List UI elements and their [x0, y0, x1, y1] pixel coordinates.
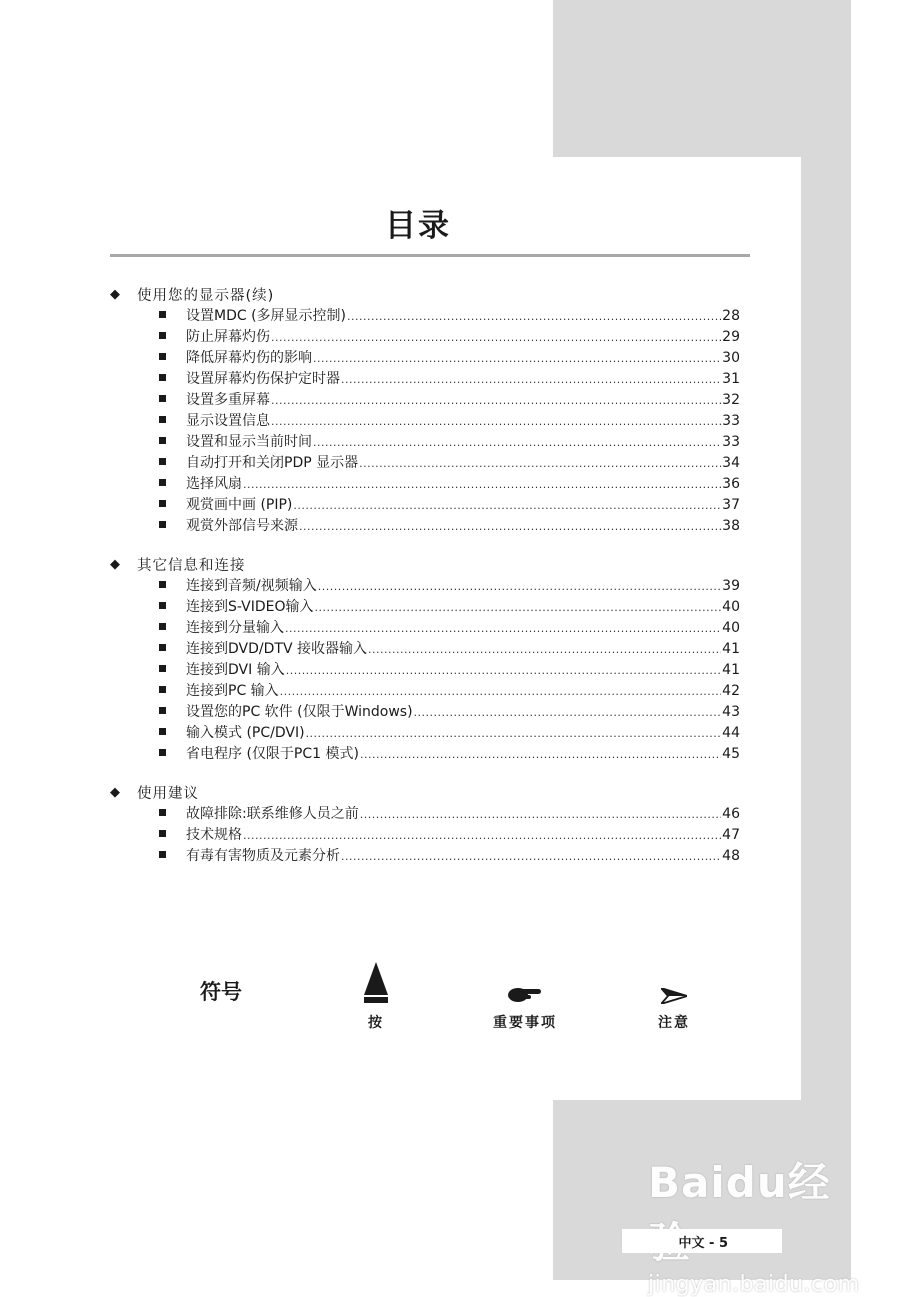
toc-entry[interactable] — [110, 824, 740, 845]
press-triangle-icon — [350, 962, 402, 1004]
page-title: 目录 — [385, 208, 451, 244]
square-bullet-icon — [159, 581, 166, 588]
toc-entry-label: 连接到PC 输入 — [186, 683, 279, 699]
square-bullet-icon — [159, 809, 166, 816]
toc-entry-page: 44 — [722, 725, 740, 741]
toc-entry-page: 41 — [722, 641, 740, 657]
dot-leader — [368, 643, 721, 656]
square-bullet-icon — [159, 602, 166, 609]
toc-entry-label: 连接到DVI 输入 — [186, 662, 285, 678]
toc-section-heading — [110, 781, 740, 803]
toc-entry-page: 34 — [722, 455, 740, 471]
diamond-bullet-icon: ◆ — [110, 556, 121, 572]
toc-section — [110, 553, 740, 764]
toc-entry-label: 故障排除:联系维修人员之前 — [186, 806, 359, 822]
dot-leader — [341, 850, 721, 863]
toc-entry-label: 设置您的PC 软件 (仅限于Windows) — [186, 704, 413, 720]
toc-entry-label: 省电程序 (仅限于PC1 模式) — [186, 746, 359, 762]
toc-entry-page: 40 — [722, 620, 740, 636]
toc-entry-label: 技术规格 — [186, 827, 242, 843]
square-bullet-icon — [159, 851, 166, 858]
symbol-important-caption: 重要事项 — [493, 1015, 557, 1031]
dot-leader — [271, 394, 721, 407]
toc-entry-page: 48 — [722, 848, 740, 864]
toc-entry-page: 29 — [722, 329, 740, 345]
toc-entry-label: 防止屏幕灼伤 — [186, 329, 270, 345]
square-bullet-icon — [159, 623, 166, 630]
toc-entry-page: 33 — [722, 413, 740, 429]
toc-entry-label: 输入模式 (PC/DVI) — [186, 725, 305, 741]
toc-entry-label: 有毒有害物质及元素分析 — [186, 848, 340, 864]
toc-entry[interactable] — [110, 638, 740, 659]
symbol-press — [350, 962, 402, 1032]
toc-entry-page: 28 — [722, 308, 740, 324]
toc-entry[interactable] — [110, 515, 740, 536]
square-bullet-icon — [159, 707, 166, 714]
toc-entry-page: 30 — [722, 350, 740, 366]
pointing-hand-icon — [485, 962, 565, 1004]
toc-entry-page: 46 — [722, 806, 740, 822]
toc-section-heading — [110, 553, 740, 575]
dot-leader — [347, 310, 721, 323]
toc-section-title: 其它信息和连接 — [137, 557, 246, 574]
dot-leader — [359, 457, 721, 470]
toc-entry-page: 39 — [722, 578, 740, 594]
toc-entry-label: 设置多重屏幕 — [186, 392, 270, 408]
diamond-bullet-icon: ◆ — [110, 784, 121, 800]
square-bullet-icon — [159, 665, 166, 672]
toc-entry[interactable] — [110, 347, 740, 368]
symbol-note-caption: 注意 — [658, 1015, 690, 1031]
toc-entry-label: 选择风扇 — [186, 476, 242, 492]
toc-entry-label: 设置屏幕灼伤保护定时器 — [186, 371, 340, 387]
toc-entry-label: 设置MDC (多屏显示控制) — [186, 308, 347, 324]
dot-leader — [243, 478, 721, 491]
toc-entry-label: 显示设置信息 — [186, 413, 270, 429]
toc-entry[interactable] — [110, 845, 740, 866]
dot-leader — [318, 580, 721, 593]
square-bullet-icon — [159, 521, 166, 528]
title-divider — [110, 254, 750, 257]
watermark-url: jingyan.baidu.com — [648, 1272, 860, 1297]
toc-entry[interactable] — [110, 659, 740, 680]
toc-entry-page: 38 — [722, 518, 740, 534]
toc-entry-page: 47 — [722, 827, 740, 843]
toc-entry-label: 连接到音频/视频输入 — [186, 578, 317, 594]
toc-entry[interactable] — [110, 701, 740, 722]
toc-entry[interactable] — [110, 617, 740, 638]
dot-leader — [299, 520, 721, 533]
toc-entry[interactable] — [110, 473, 740, 494]
toc-entry-label: 连接到S-VIDEO输入 — [186, 599, 314, 615]
toc-entry[interactable] — [110, 431, 740, 452]
toc-entry[interactable] — [110, 305, 740, 326]
dot-leader — [360, 808, 721, 821]
square-bullet-icon — [159, 479, 166, 486]
dot-leader — [280, 685, 722, 698]
page-number-badge — [622, 1229, 782, 1253]
toc-section — [110, 283, 740, 536]
square-bullet-icon — [159, 416, 166, 423]
square-bullet-icon — [159, 686, 166, 693]
symbol-note — [648, 962, 700, 1032]
toc-section-title: 使用您的显示器(续) — [137, 287, 275, 304]
toc-entry-page: 31 — [722, 371, 740, 387]
square-bullet-icon — [159, 500, 166, 507]
toc-entry[interactable] — [110, 743, 740, 764]
square-bullet-icon — [159, 374, 166, 381]
toc-section — [110, 781, 740, 866]
dot-leader — [243, 829, 721, 842]
toc-entry[interactable] — [110, 326, 740, 347]
dot-leader — [313, 352, 721, 365]
toc-entry-page: 42 — [722, 683, 740, 699]
square-bullet-icon — [159, 458, 166, 465]
square-bullet-icon — [159, 728, 166, 735]
symbol-press-caption: 按 — [368, 1015, 384, 1031]
decorative-gray-strip-right — [801, 157, 851, 1100]
square-bullet-icon — [159, 644, 166, 651]
toc-entry-label: 连接到分量输入 — [186, 620, 284, 636]
toc-entry-label: 观赏外部信号来源 — [186, 518, 298, 534]
dot-leader — [313, 436, 721, 449]
toc-entry-page: 32 — [722, 392, 740, 408]
square-bullet-icon — [159, 830, 166, 837]
dot-leader — [271, 415, 721, 428]
toc-entry-page: 37 — [722, 497, 740, 513]
toc-entry-label: 观赏画中画 (PIP) — [186, 497, 293, 513]
toc-section-title: 使用建议 — [137, 785, 199, 802]
toc-entry[interactable] — [110, 452, 740, 473]
dot-leader — [414, 706, 722, 719]
table-of-contents — [110, 283, 740, 883]
toc-entry[interactable] — [110, 722, 740, 743]
square-bullet-icon — [159, 395, 166, 402]
dot-leader — [271, 331, 721, 344]
square-bullet-icon — [159, 332, 166, 339]
toc-section-heading — [110, 283, 740, 305]
toc-entry-page: 43 — [722, 704, 740, 720]
toc-entry[interactable] — [110, 803, 740, 824]
square-bullet-icon — [159, 437, 166, 444]
page-number-label: 中文 - 5 — [678, 1235, 728, 1251]
toc-entry-page: 45 — [722, 746, 740, 762]
toc-entry[interactable] — [110, 389, 740, 410]
toc-entry-page: 41 — [722, 662, 740, 678]
toc-entry-label: 自动打开和关闭PDP 显示器 — [186, 455, 359, 471]
square-bullet-icon — [159, 749, 166, 756]
dot-leader — [360, 748, 721, 761]
dot-leader — [306, 727, 722, 740]
symbols-label: 符号 — [200, 980, 242, 1004]
watermark-logo: Baidu经 — [648, 1158, 831, 1207]
dot-leader — [293, 499, 721, 512]
toc-entry[interactable] — [110, 410, 740, 431]
dot-leader — [286, 664, 721, 677]
toc-entry-page: 40 — [722, 599, 740, 615]
dot-leader — [285, 622, 721, 635]
toc-entry-label: 连接到DVD/DTV 接收器输入 — [186, 641, 367, 657]
toc-entry[interactable] — [110, 596, 740, 617]
toc-entry[interactable] — [110, 680, 740, 701]
toc-entry-label: 设置和显示当前时间 — [186, 434, 312, 450]
arrowhead-icon — [648, 962, 700, 1004]
toc-entry[interactable] — [110, 494, 740, 515]
dot-leader — [314, 601, 721, 614]
symbol-important — [485, 962, 565, 1032]
toc-entry-page: 33 — [722, 434, 740, 450]
dot-leader — [341, 373, 721, 386]
toc-entry-page: 36 — [722, 476, 740, 492]
toc-entry-label: 降低屏幕灼伤的影响 — [186, 350, 312, 366]
toc-entry[interactable] — [110, 368, 740, 389]
decorative-gray-block-top — [553, 0, 851, 157]
toc-entry[interactable] — [110, 575, 740, 596]
diamond-bullet-icon: ◆ — [110, 286, 121, 302]
square-bullet-icon — [159, 353, 166, 360]
square-bullet-icon — [159, 311, 166, 318]
